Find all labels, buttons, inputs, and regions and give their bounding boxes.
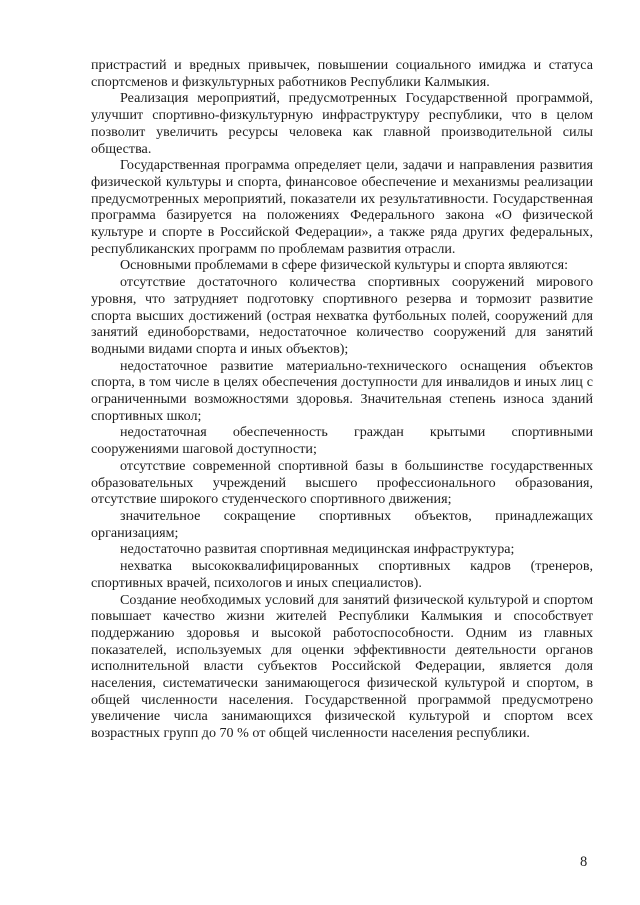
paragraph-2: Реализация мероприятий, предусмотренных Государственной программой, улучшит спортивно-физкультурную инфраструктуру республики, что в целом позволит увеличить ресурсы человека как главной производительной силы общества.: [91, 90, 593, 157]
list-item-7: нехватка высококвалифицированных спортивных кадров (тренеров, спортивных врачей, психологов и иных специалистов).: [91, 558, 593, 591]
list-item-2: недостаточное развитие материально-технического оснащения объектов спорта, в том числе в целях обеспечения доступности для инвалидов и иных лиц с ограниченными возможностями здоровья. Значительная степень износа зданий спортивных школ;: [91, 357, 593, 424]
page-number: 8: [580, 854, 588, 870]
list-item-1: отсутствие достаточного количества спортивных сооружений мирового уровня, что затрудняет подготовку спортивного резерва и тормозит развитие спорта высших достижений (острая нехватка футбольных полей, сооружений для занятий единоборствами, недостаточное количество сооружений для занятий водными видами спорта и иных объектов);: [91, 274, 593, 357]
list-item-6: недостаточно развитая спортивная медицинская инфраструктура;: [120, 541, 515, 558]
document-body: [91, 57, 593, 742]
list-item-3: недостаточная обеспеченность граждан крытыми спортивными сооружениями шаговой доступности;: [91, 424, 593, 458]
list-item-5: значительное сокращение спортивных объектов, принадлежащих организациям;: [91, 507, 593, 541]
paragraph-5: Создание необходимых условий для занятий физической культурой и спортом повышает качество жизни жителей Республики Калмыкия и способствует поддержанию здоровья и высокой работоспособности. Одним из главных показателей, используемых для оценки эффективности деятельности органов исполнительной власти субъектов Российской Федерации, является доля населения, систематически занимающегося физической культурой и спортом, в общей численности населения. Государственной программой предусмотрено увеличение числа занимающихся физической культурой и спортом всех возрастных групп до 70 % от общей численности населения республики.: [91, 591, 593, 742]
paragraph-4: Основными проблемами в сфере физической культуры и спорта являются:: [120, 257, 569, 274]
paragraph-3: Государственная программа определяет цели, задачи и направления развития физической культуры и спорта, финансовое обеспечение и механизмы реализации предусмотренных мероприятий, показатели их результативности. Государственная программа базируется на положениях Федерального закона «О физической культуре и спорте в Российской Федерации», а также ряда других федеральных, республиканских программ по проблемам развития отрасли.: [91, 157, 593, 257]
list-item-4: отсутствие современной спортивной базы в большинстве государственных образовательных учреждений высшего профессионального образования, отсутствие широкого студенческого спортивного движения;: [91, 457, 593, 508]
paragraph-1: пристрастий и вредных привычек, повышении социального имиджа и статуса спортсменов и физкультурных работников Республики Калмыкия.: [91, 57, 593, 90]
